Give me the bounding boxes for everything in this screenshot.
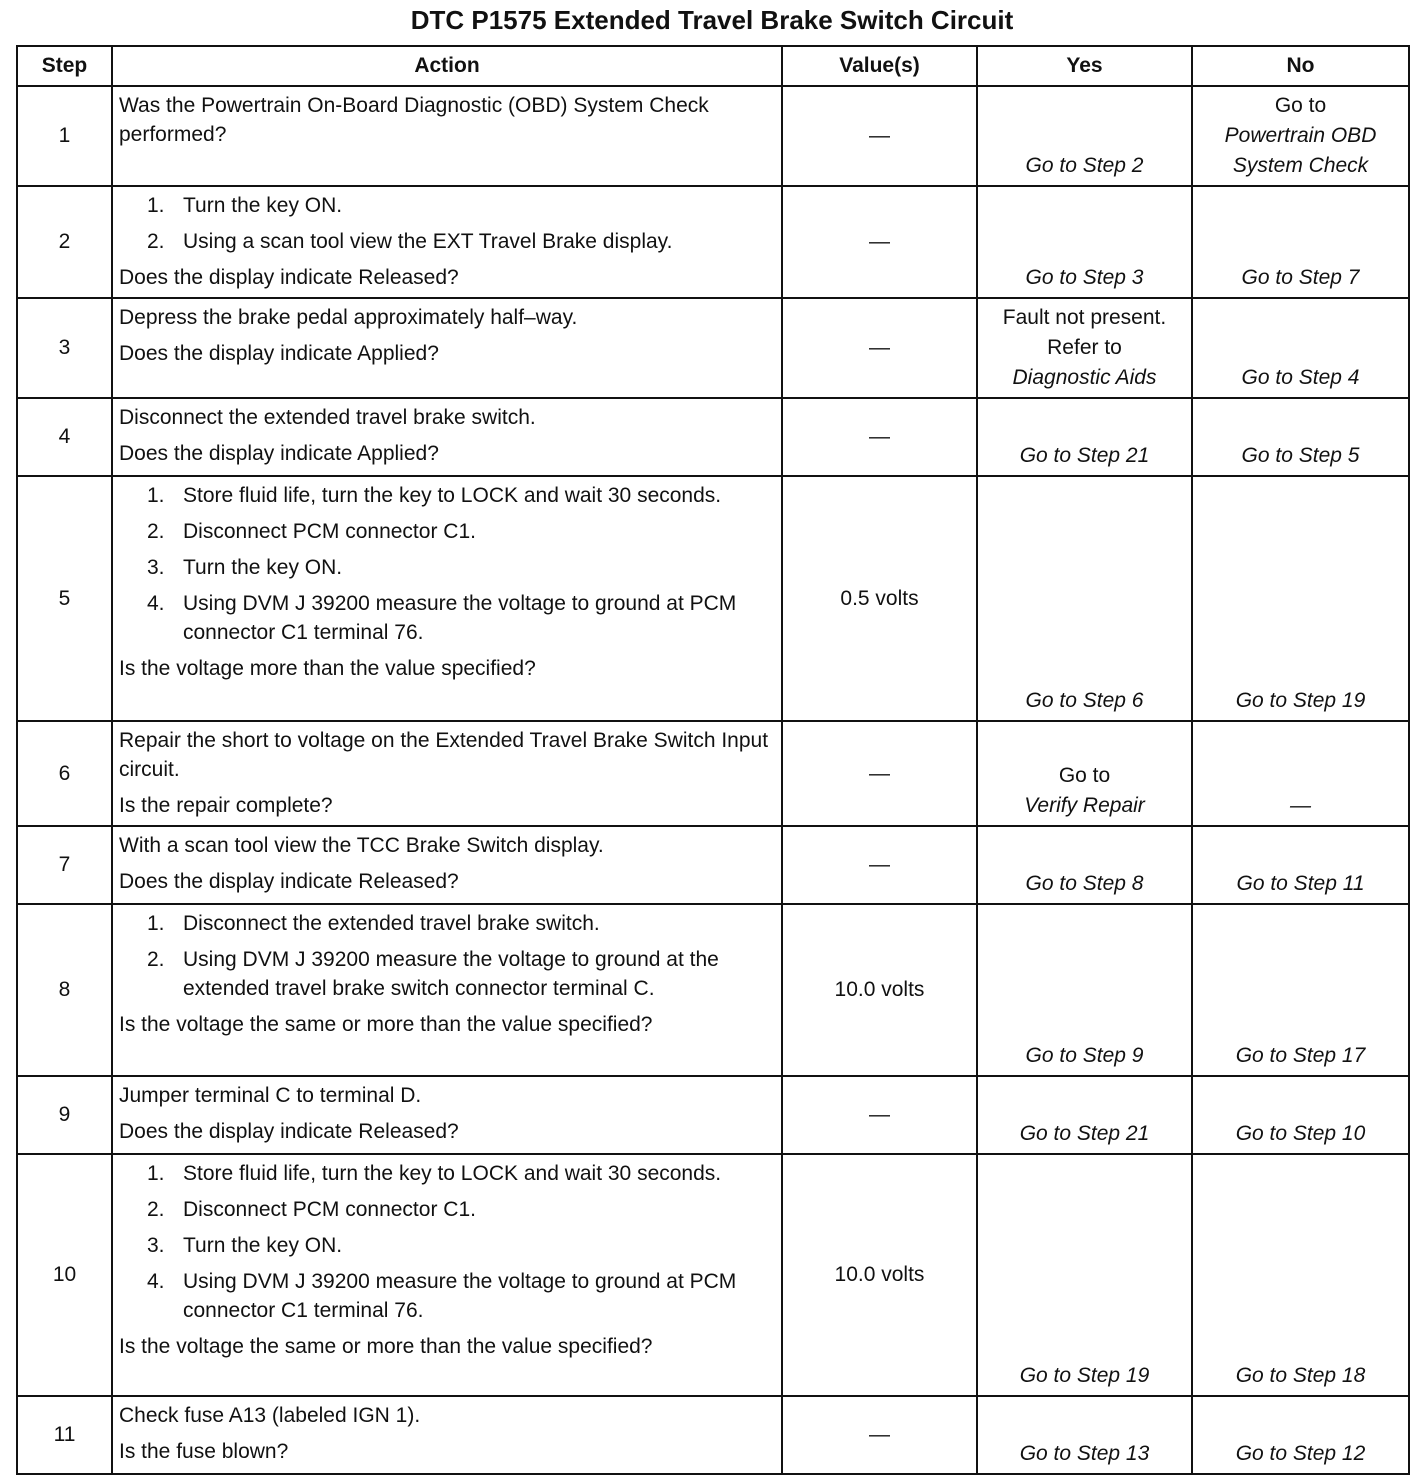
table-row (17, 186, 1409, 298)
no-cell (1192, 86, 1409, 186)
action-item-text: Using DVM J 39200 measure the voltage to ground at the extended travel brake switch connector terminal C. (183, 948, 719, 1000)
action-item-text: Disconnect PCM connector C1. (183, 520, 476, 543)
action-question: Is the voltage the same or more than the value specified? (119, 1335, 653, 1358)
table-body (17, 86, 1409, 1474)
yes-link[interactable]: Go to Step 21 (1019, 1122, 1150, 1145)
yes-link[interactable]: Go to Step 6 (1025, 689, 1144, 712)
header-action: Action (112, 46, 782, 86)
action-item-text: Turn the key ON. (183, 1234, 343, 1257)
action-list-item (119, 191, 775, 220)
action-item-number: 1. (147, 912, 165, 935)
step-number: 1 (17, 86, 112, 186)
no-link[interactable]: Go to Step 7 (1241, 266, 1360, 289)
value-cell: — (782, 398, 977, 476)
step-number: 11 (17, 1396, 112, 1474)
yes-link[interactable]: Go to Step 13 (1019, 1442, 1150, 1465)
no-link[interactable]: Go to Step 19 (1235, 689, 1366, 712)
action-question: Is the voltage more than the value specified? (119, 657, 536, 680)
page-title: DTC P1575 Extended Travel Brake Switch Circuit (410, 5, 1014, 35)
action-text: With a scan tool view the TCC Brake Switch display. (119, 834, 604, 857)
yes-cell (977, 476, 1192, 721)
yes-link[interactable]: Verify Repair (1024, 794, 1145, 817)
action-list-item (119, 481, 775, 510)
action-item-text: Disconnect the extended travel brake switch. (183, 912, 600, 935)
action-item-text: Turn the key ON. (183, 556, 343, 579)
action-item-text: Turn the key ON. (183, 194, 343, 217)
action-item-number: 4. (147, 1270, 165, 1293)
action-cell (112, 1396, 782, 1474)
table-row (17, 1396, 1409, 1474)
action-list-item (119, 945, 775, 1003)
action-cell (112, 398, 782, 476)
action-item-number: 1. (147, 484, 165, 507)
action-list-item (119, 1159, 775, 1188)
value-cell: 10.0 volts (782, 904, 977, 1076)
action-item-number: 1. (147, 194, 165, 217)
no-cell (1192, 904, 1409, 1076)
action-text: Does the display indicate Released? (119, 870, 459, 893)
no-cell (1192, 476, 1409, 721)
value-cell: — (782, 86, 977, 186)
table-row (17, 298, 1409, 398)
no-cell (1192, 398, 1409, 476)
action-cell (112, 721, 782, 826)
action-question: Is the voltage the same or more than the value specified? (119, 1013, 653, 1036)
action-text: Does the display indicate Released? (119, 1120, 459, 1143)
action-text: Disconnect the extended travel brake switch. (119, 406, 536, 429)
value-cell: — (782, 298, 977, 398)
no-link[interactable]: Powertrain OBD System Check (1224, 124, 1377, 177)
table-row (17, 826, 1409, 904)
no-link[interactable]: Go to Step 10 (1235, 1122, 1366, 1145)
action-item-number: 2. (147, 1198, 165, 1221)
yes-cell (977, 1154, 1192, 1396)
table-row (17, 86, 1409, 186)
step-number: 6 (17, 721, 112, 826)
step-number: 9 (17, 1076, 112, 1154)
action-item-number: 4. (147, 592, 165, 615)
yes-link[interactable]: Go to Step 2 (1025, 154, 1144, 177)
no-cell (1192, 1154, 1409, 1396)
action-cell (112, 86, 782, 186)
yes-cell (977, 1076, 1192, 1154)
action-text: Does the display indicate Applied? (119, 442, 439, 465)
action-text: Check fuse A13 (labeled IGN 1). (119, 1404, 421, 1427)
no-cell (1192, 186, 1409, 298)
action-text: Jumper terminal C to terminal D. (119, 1084, 422, 1107)
no-link[interactable]: — (1290, 794, 1311, 817)
table-row (17, 904, 1409, 1076)
action-list-item (119, 1195, 775, 1224)
step-number: 7 (17, 826, 112, 904)
action-list-item (119, 553, 775, 582)
action-list-item (119, 517, 775, 546)
action-item-text: Using DVM J 39200 measure the voltage to ground at PCM connector C1 terminal 76. (183, 1270, 737, 1322)
no-cell (1192, 298, 1409, 398)
no-cell (1192, 721, 1409, 826)
action-item-text: Store fluid life, turn the key to LOCK and wait 30 seconds. (183, 484, 722, 507)
yes-link[interactable]: Go to Step 21 (1019, 444, 1150, 467)
action-text: Does the display indicate Applied? (119, 342, 439, 365)
action-cell (112, 476, 782, 721)
value-cell: — (782, 186, 977, 298)
action-item-text: Using a scan tool view the EXT Travel Brake display. (183, 230, 673, 253)
action-text: Repair the short to voltage on the Extended Travel Brake Switch Input circuit. (119, 729, 769, 781)
value-cell: — (782, 826, 977, 904)
action-item-text: Using DVM J 39200 measure the voltage to ground at PCM connector C1 terminal 76. (183, 592, 737, 644)
no-cell (1192, 1396, 1409, 1474)
action-item-number: 1. (147, 1162, 165, 1185)
action-item-number: 2. (147, 520, 165, 543)
action-text: Is the fuse blown? (119, 1440, 289, 1463)
action-list-item (119, 1231, 775, 1260)
header-value: Value(s) (782, 46, 977, 86)
action-cell (112, 904, 782, 1076)
value-cell: — (782, 1396, 977, 1474)
no-link[interactable]: Go to Step 4 (1241, 366, 1360, 389)
action-list-item (119, 1267, 775, 1325)
step-number: 5 (17, 476, 112, 721)
action-question: Does the display indicate Released? (119, 266, 459, 289)
action-item-text: Disconnect PCM connector C1. (183, 1198, 476, 1221)
action-text: Was the Powertrain On-Board Diagnostic (OBD) System Check performed? (119, 94, 709, 146)
yes-link[interactable]: Go to Step 8 (1025, 872, 1144, 895)
action-item-number: 3. (147, 556, 165, 579)
yes-cell (977, 398, 1192, 476)
yes-link[interactable]: Diagnostic Aids (1012, 366, 1157, 389)
action-item-number: 3. (147, 1234, 165, 1257)
yes-link[interactable]: Go to Step 19 (1019, 1364, 1150, 1387)
action-list-item (119, 227, 775, 256)
table-row (17, 1076, 1409, 1154)
action-cell (112, 298, 782, 398)
action-cell (112, 186, 782, 298)
header-row (17, 46, 1409, 86)
table-row (17, 398, 1409, 476)
yes-plain-text: Fault not present. Refer to (1002, 306, 1167, 359)
action-text: Is the repair complete? (119, 794, 333, 817)
diagnostic-table (16, 45, 1410, 1475)
action-list-item (119, 589, 775, 647)
yes-cell (977, 86, 1192, 186)
step-number: 10 (17, 1154, 112, 1396)
action-item-number: 2. (147, 230, 165, 253)
value-cell: — (782, 1076, 977, 1154)
step-number: 2 (17, 186, 112, 298)
yes-cell (977, 186, 1192, 298)
yes-plain-text: Go to (1058, 764, 1111, 787)
yes-link[interactable]: Go to Step 9 (1025, 1044, 1144, 1067)
no-cell (1192, 1076, 1409, 1154)
yes-cell (977, 904, 1192, 1076)
header-no: No (1192, 46, 1409, 86)
no-link[interactable]: Go to Step 5 (1241, 444, 1360, 467)
table-row (17, 476, 1409, 721)
table-row (17, 1154, 1409, 1396)
action-cell (112, 826, 782, 904)
header-yes: Yes (977, 46, 1192, 86)
action-item-text: Store fluid life, turn the key to LOCK and wait 30 seconds. (183, 1162, 722, 1185)
step-number: 8 (17, 904, 112, 1076)
value-cell: 0.5 volts (782, 476, 977, 721)
no-link[interactable]: Go to Step 11 (1236, 872, 1365, 895)
action-cell (112, 1076, 782, 1154)
no-link[interactable]: Go to Step 18 (1235, 1364, 1366, 1387)
value-cell: 10.0 volts (782, 1154, 977, 1396)
action-item-number: 2. (147, 948, 165, 971)
no-plain-text: Go to (1274, 94, 1327, 117)
header-step: Step (17, 46, 112, 86)
yes-cell (977, 826, 1192, 904)
yes-link[interactable]: Go to Step 3 (1025, 266, 1144, 289)
action-cell (112, 1154, 782, 1396)
yes-cell (977, 298, 1192, 398)
yes-cell (977, 721, 1192, 826)
no-link[interactable]: Go to Step 17 (1235, 1044, 1366, 1067)
no-link[interactable]: Go to Step 12 (1235, 1442, 1366, 1465)
step-number: 4 (17, 398, 112, 476)
step-number: 3 (17, 298, 112, 398)
action-text: Depress the brake pedal approximately half–way. (119, 306, 578, 329)
no-cell (1192, 826, 1409, 904)
value-cell: — (782, 721, 977, 826)
action-list-item (119, 909, 775, 938)
yes-cell (977, 1396, 1192, 1474)
table-row (17, 721, 1409, 826)
